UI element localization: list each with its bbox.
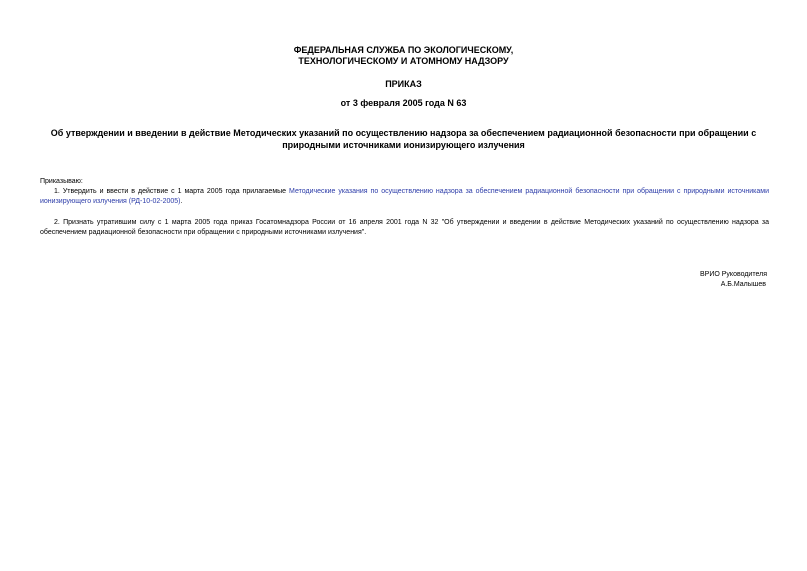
document-title: Об утверждении и введении в действие Методических указаний по осуществлению надзора за обеспечением радиационной безопасности при обращении с природными источниками ионизирующего излучения (50, 128, 757, 150)
paragraph-2: 2. Признать утратившим силу с 1 марта 2005 года приказ Госатомнадзора России от 16 апреля 2001 года N 32 "Об утверждении и введении в действие Методических указаний по осуществлению надзора за обеспечением радиационной безопасности при обращении с природными источниками излучения". (40, 219, 769, 236)
agency-name (0, 45, 807, 67)
paragraph-1 (40, 187, 769, 207)
paragraph-1-suffix: . (180, 198, 183, 205)
paragraph-1-prefix: 1. Утвердить и ввести в действие с 1 марта 2005 года прилагаемые (54, 188, 290, 195)
document-date-number: от 3 февраля 2005 года N 63 (340, 98, 467, 108)
agency-name-line-2: ТЕХНОЛОГИЧЕСКОМУ И АТОМНОМУ НАДЗОРУ (298, 56, 509, 66)
signature-name: А.Б.Малышев (720, 281, 766, 288)
agency-name-line-1: ФЕДЕРАЛЬНАЯ СЛУЖБА ПО ЭКОЛОГИЧЕСКОМУ, (293, 45, 514, 55)
document-type: ПРИКАЗ (385, 79, 422, 89)
guidelines-link[interactable]: Методические указания по осуществлению надзора за обеспечением радиационной безопасности при обращении с природными источниками ионизирующего излучения (РД-10-02-2005) (40, 188, 769, 205)
order-word: Приказываю: (40, 178, 83, 185)
signature-position: ВРИО Руководителя (700, 271, 767, 278)
signature-block (700, 270, 767, 290)
